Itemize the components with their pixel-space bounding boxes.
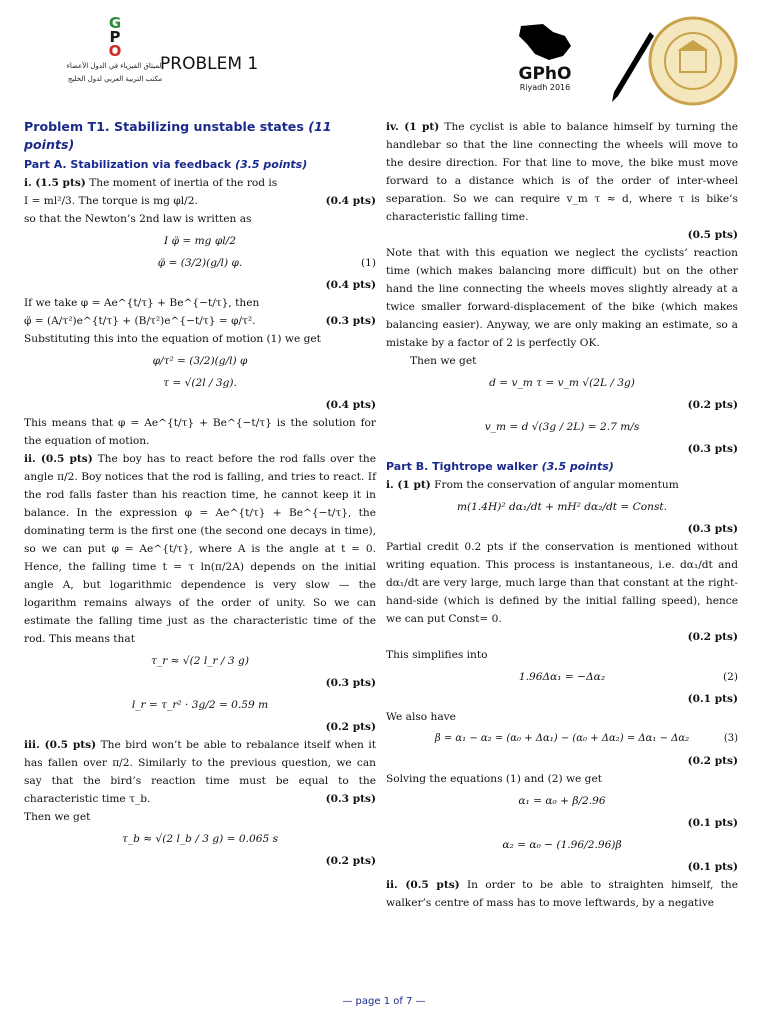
points-label: (0.3 pts) xyxy=(325,677,376,689)
points-label: (0.1 pts) xyxy=(687,817,738,829)
points-label: (0.4 pts) xyxy=(325,279,376,291)
gpo-arabic-line1: الميثاق الفيزياء في الدول الأعضاء xyxy=(66,62,164,70)
part-b-heading: Part B. Tightrope walker (3.5 points) xyxy=(386,460,614,473)
section-b-ii: ii. (0.5 pts) In order to be able to straighten himself, the walker’s centre of mass has to move leftwards, by a negative xyxy=(386,879,738,909)
equation-l-r: l_r = τ_r² · 3g/2 = 0.59 m xyxy=(131,699,269,711)
points-label: (0.5 pts) xyxy=(687,229,738,241)
equation-alpha2: α₂ = α₀ − (1.96/2.96)β xyxy=(502,839,622,851)
points-label: (0.1 pts) xyxy=(687,693,738,705)
equation-tau-r: τ_r ≈ √(2 l_r / 3 g) xyxy=(151,655,249,667)
section-b-solving: Solving the equations (1) and (2) we get xyxy=(386,773,602,785)
section-i-torque: I = ml²/3. The torque is mg φl/2. (0.4 pts) xyxy=(24,195,376,207)
section-ii: ii. (0.5 pts) The boy has to react before the rod falls over the angle π/2. Boy notices that the rod is falling, and tries to react. If the rod falls faster than his reaction time, he cannot keep it in balance. In the expression φ = Ae^{t/τ} + Be^{−t/τ}, the dominating term is the first one (the second one decays in time), so we can put φ = Ae^{t/τ}, where A is the angle at t = 0. Hence, the falling time t = τ ln(π/2A) depends on the initial angle A, but logarithmic dependence is very slow — the logarithm remains always of the order of unity. So we can estimate the falling time just as the characteristic time of the rod. This means that xyxy=(24,453,377,645)
gpo-arabic-line2: مكتب التربية العربي لدول الخليج xyxy=(67,75,163,83)
points-label: (0.1 pts) xyxy=(687,861,738,873)
gpo-letter-g: G xyxy=(108,14,122,32)
gpho-subtitle: Riyadh 2016 xyxy=(519,83,571,92)
section-b-i: i. (1 pt) From the conservation of angular momentum xyxy=(386,479,679,491)
section-iv-note: Note that with this equation we neglect the cyclists’ reaction time (which makes balancing more difficult) but on the other hand the line connecting the wheels moves slightly already at a twice smaller forward-displacement of the bike (which makes balancing easier). Anyway, we are only making an estimate, so a mistake by a factor of 2 is perfectly OK. xyxy=(386,247,738,349)
equation-substituted: φ/τ² = (3/2)(g/l) φ xyxy=(152,355,248,367)
equation-angular-momentum: m(1.4H)² dα₁/dt + mH² dα₂/dt = Const. xyxy=(456,501,668,513)
equation-3: β = α₁ − α₂ = (α₀ + Δα₁) − (α₀ + Δα₂) = Δα₁ − Δα₂ (3) xyxy=(434,733,738,744)
section-iii: iii. (0.5 pts) The bird won’t be able to rebalance itself when it has fallen over π/2. Similarly to the previous question, we can say that the bird’s reaction time must be equal to the characteristic time τ_b. (0.3 pts) xyxy=(24,739,376,805)
points-label: (0.2 pts) xyxy=(687,631,738,643)
equation-tau: τ = √(2l / 3g). xyxy=(163,377,237,389)
left-column xyxy=(24,118,376,870)
equation-2: 1.96Δα₁ = −Δα₂ (2) xyxy=(518,671,738,683)
arab-bureau-seal-icon xyxy=(648,16,738,106)
right-column xyxy=(386,118,738,912)
section-b-i-partial: Partial credit 0.2 pts if the conservation is mentioned without writing equation. This process is instantaneous, i.e. dα₁/dt and dα₁/dt are very large, much large than that constant at the right-hand-side (which is defined by the initial falling speed), hence we can put Const= 0. xyxy=(386,541,738,625)
page-footer: — page 1 of 7 — xyxy=(342,996,426,1007)
points-label: (0.4 pts) xyxy=(325,399,376,411)
section-b-simplifies: This simplifies into xyxy=(386,649,488,661)
points-label: (0.2 pts) xyxy=(325,721,376,733)
page-header xyxy=(0,0,768,112)
section-i-derivative: φ̈ = (A/τ²)e^{t/τ} + (B/τ²)e^{−t/τ} = φ/τ². (0.3 pts) xyxy=(24,315,376,327)
equation-1: φ̈ = (3/2)(g/l) φ. (1) xyxy=(157,257,376,269)
points-label: (0.3 pts) xyxy=(687,523,738,535)
part-a-heading: Part A. Stabilization via feedback (3.5 points) xyxy=(24,158,308,171)
points-label: (0.2 pts) xyxy=(325,855,376,867)
section-iv-then: Then we get xyxy=(410,355,477,367)
equation-vm: v_m = d √(3g / 2L) = 2.7 m/s xyxy=(484,421,640,433)
section-iii-then: Then we get xyxy=(24,811,91,823)
problem-title: PROBLEM 1 xyxy=(160,54,259,74)
section-i-ansatz: If we take φ = Ae^{t/τ} + Be^{−t/τ}, then xyxy=(24,297,260,309)
equation-tau-b: τ_b ≈ √(2 l_b / 3 g) = 0.065 s xyxy=(121,833,279,845)
section-i-conclusion: This means that φ = Ae^{t/τ} + Be^{−t/τ} is the solution for the equation of motion. xyxy=(24,417,376,447)
points-label: (0.2 pts) xyxy=(687,399,738,411)
equation-alpha1: α₁ = α₀ + β/2.96 xyxy=(518,795,606,807)
gpho-logo xyxy=(500,22,590,108)
equation-newton: I φ̈ = mg φl/2 xyxy=(164,235,236,247)
section-i-newton: so that the Newton’s 2nd law is written as xyxy=(24,213,252,225)
points-label: (0.3 pts) xyxy=(687,443,738,455)
section-b-also: We also have xyxy=(386,711,456,723)
section-i-substitute: Substituting this into the equation of motion (1) we get xyxy=(24,333,321,345)
section-iv: iv. (1 pt) The cyclist is able to balance himself by turning the handlebar so that the line connecting the wheels will move to the desire direction. For that line to move, the bike must move forward to a distance which is of the order of inter-wheel separation. So we can require v_m τ ≈ d, where τ is bike’s characteristic falling time. xyxy=(386,121,739,223)
gpho-name: GPhO xyxy=(518,64,572,84)
arabian-peninsula-icon xyxy=(513,22,577,62)
equation-d: d = v_m τ = v_m √(2L / 3g) xyxy=(489,377,635,389)
points-label: (0.2 pts) xyxy=(687,755,738,767)
gpo-logo xyxy=(60,16,170,112)
gpo-letter-p: P xyxy=(109,28,121,46)
section-i-intro: i. (1.5 pts) The moment of inertia of the rod is xyxy=(24,177,278,189)
problem-heading: Problem T1. Stabilizing unstable states (11 points) xyxy=(24,119,332,152)
gpo-letter-o: O xyxy=(108,42,122,60)
